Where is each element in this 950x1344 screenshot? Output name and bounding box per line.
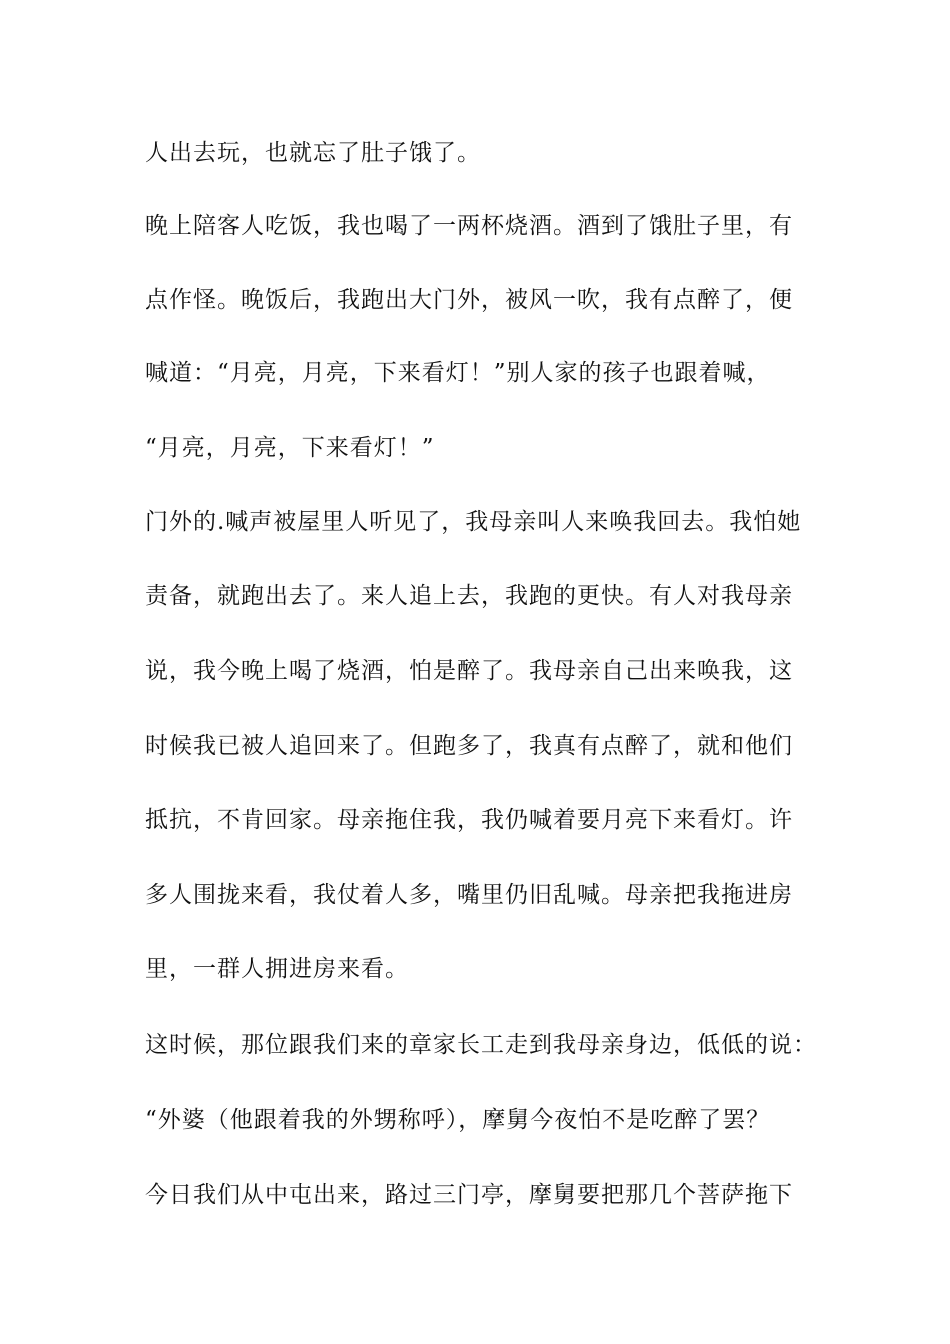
text-line: “外婆（他跟着我的外甥称呼），摩舅今夜怕不是吃醉了罢？ bbox=[145, 1107, 771, 1133]
text-line: “月亮，月亮，下来看灯！” bbox=[145, 435, 435, 461]
text-line: 人出去玩，也就忘了肚子饿了。 bbox=[145, 140, 481, 166]
text-line: 门外的.喊声被屋里人听见了，我母亲叫人来唤我回去。我怕她 bbox=[145, 509, 802, 535]
text-line: 责备，就跑出去了。来人追上去，我跑的更快。有人对我母亲 bbox=[145, 583, 793, 609]
text-line: 晚上陪客人吃饭，我也喝了一两杯烧酒。酒到了饿肚子里，有 bbox=[145, 213, 793, 239]
text-line: 多人围拢来看，我仗着人多，嘴里仍旧乱喊。母亲把我拖进房 bbox=[145, 882, 793, 908]
text-line: 喊道：“月亮，月亮，下来看灯！”别人家的孩子也跟着喊， bbox=[145, 360, 771, 386]
text-line: 这时候，那位跟我们来的章家长工走到我母亲身边，低低的说： bbox=[145, 1032, 817, 1058]
text-line: 抵抗，不肯回家。母亲拖住我，我仍喊着要月亮下来看灯。许 bbox=[145, 807, 793, 833]
text-line: 时候我已被人追回来了。但跑多了，我真有点醉了，就和他们 bbox=[145, 733, 793, 759]
text-line: 里，一群人拥进房来看。 bbox=[145, 956, 409, 982]
text-line: 点作怪。晚饭后，我跑出大门外，被风一吹，我有点醉了，便 bbox=[145, 287, 793, 313]
text-line: 今日我们从中屯出来，路过三门亭，摩舅要把那几个菩萨拖下 bbox=[145, 1182, 793, 1208]
text-line: 说，我今晚上喝了烧酒，怕是醉了。我母亲自己出来唤我，这 bbox=[145, 658, 793, 684]
